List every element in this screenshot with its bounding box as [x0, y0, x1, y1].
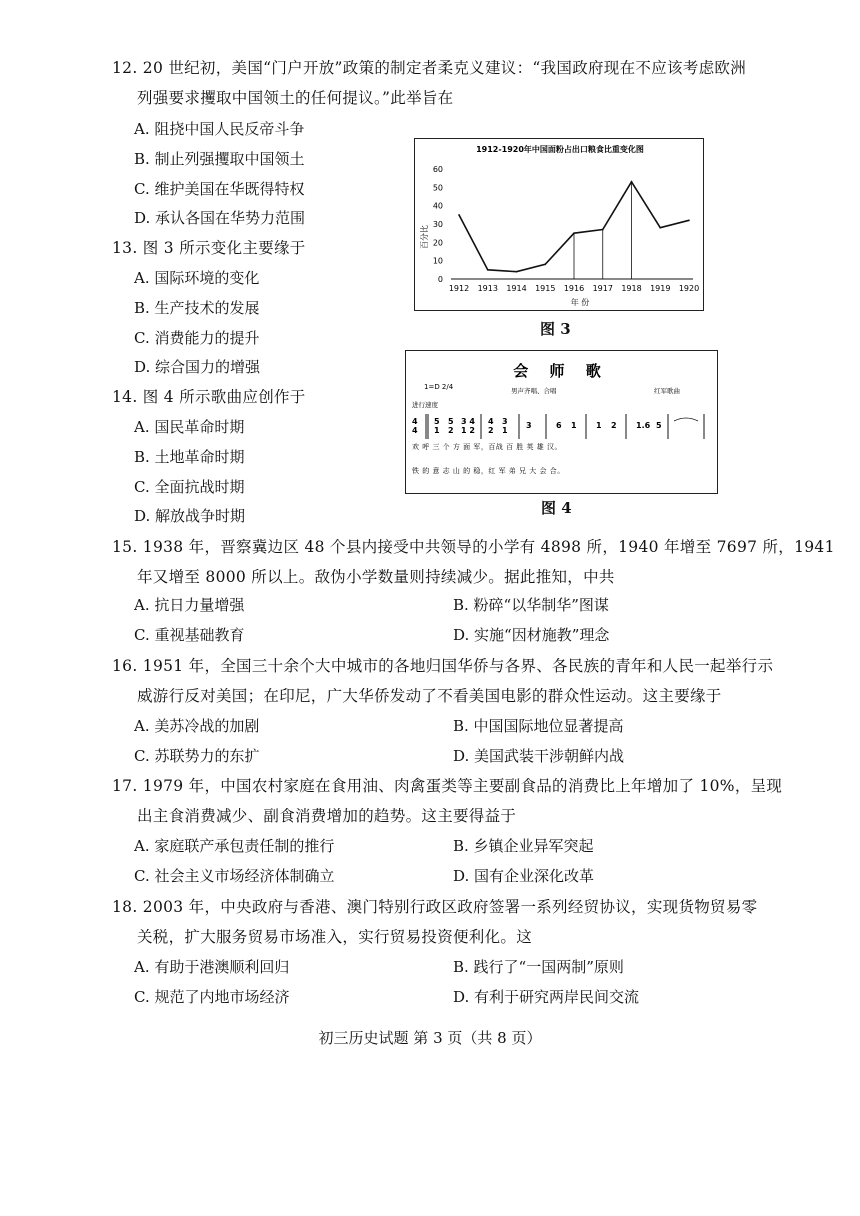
y-tick-label: 10	[432, 256, 443, 266]
svg-text:5: 5	[656, 421, 662, 430]
q14-option-a[interactable]: A. 国民革命时期	[134, 418, 245, 436]
q15-option-d[interactable]: D. 实施“因材施教”理念	[453, 626, 610, 644]
svg-text:1: 1	[502, 426, 508, 435]
chart-x-axis-label: 年 份	[570, 298, 590, 307]
q14-stem: 14. 图 4 所示歌曲应创作于	[112, 388, 306, 406]
q15-option-b[interactable]: B. 粉碎“以华制华”图谋	[453, 596, 609, 614]
data-point	[516, 271, 518, 273]
song-tempo: 进行速度	[412, 401, 438, 409]
q18-stem-line2: 关税，扩大服务贸易市场准入，实行贸易投资便利化。这	[137, 928, 533, 946]
y-tick-label: 40	[432, 201, 443, 211]
q17-option-c[interactable]: C. 社会主义市场经济体制确立	[134, 867, 335, 885]
x-tick-label: 1912	[448, 284, 470, 293]
q12-stem-line1: 12. 20 世纪初，美国“门户开放”政策的制定者柔克义建议：“我国政府现在不应该考虑欧洲	[112, 59, 747, 77]
svg-text:4: 4	[412, 417, 418, 426]
q16-stem-line2: 威游行反对美国；在印尼，广大华侨发动了不看美国电影的群众性运动。这主要缘于	[137, 687, 722, 705]
svg-text:5: 5	[434, 417, 440, 426]
q18-option-d[interactable]: D. 有利于研究两岸民间交流	[453, 988, 640, 1006]
svg-text:1: 1	[571, 421, 577, 430]
data-point	[659, 227, 661, 229]
data-point	[458, 214, 460, 216]
x-tick-label: 1918	[621, 284, 642, 293]
y-tick-label: 0	[437, 275, 443, 284]
q13-option-c[interactable]: C. 消费能力的提升	[134, 329, 260, 347]
svg-text:4: 4	[412, 426, 418, 435]
x-tick-label: 1920	[678, 284, 700, 293]
q18-option-b[interactable]: B. 践行了“一国两制”原则	[453, 958, 624, 976]
q17-option-a[interactable]: A. 家庭联产承包责任制的推行	[134, 837, 335, 855]
lyrics-line-1: 欢 呼 三 个 方 面 军，百战 百 胜 英 雄 汉。	[412, 443, 562, 451]
svg-text:1: 1	[434, 426, 440, 435]
svg-text:1: 1	[596, 421, 602, 430]
q12-stem-line2: 列强要求攫取中国领土的任何提议。”此举旨在	[137, 89, 454, 107]
q17-stem-line1: 17. 1979 年，中国农村家庭在食用油、肉禽蛋类等主要副食品的消费比上年增加了 10%，呈现	[112, 777, 783, 795]
q13-option-b[interactable]: B. 生产技术的发展	[134, 299, 260, 317]
svg-text:1 2: 1 2	[461, 426, 475, 435]
sheet-music-graphic	[406, 351, 716, 492]
chart-title: 1912-1920年中国面粉占出口粮食比重变化图	[476, 145, 644, 154]
q12-option-d[interactable]: D. 承认各国在华势力范围	[134, 209, 306, 227]
figure-4-sheet-music	[405, 350, 718, 494]
q12-option-c[interactable]: C. 维护美国在华既得特权	[134, 180, 305, 198]
y-tick-label: 30	[432, 220, 443, 229]
q14-option-c[interactable]: C. 全面抗战时期	[134, 478, 245, 496]
svg-text:5: 5	[448, 417, 454, 426]
q13-stem: 13. 图 3 所示变化主要缘于	[112, 239, 306, 257]
q15-option-a[interactable]: A. 抗日力量增强	[134, 596, 245, 614]
figure-3-chart-frame	[414, 138, 704, 311]
q13-option-a[interactable]: A. 国际环境的变化	[134, 269, 260, 287]
figure-4-caption: 图 4	[541, 499, 572, 517]
x-tick-label: 1914	[506, 284, 527, 293]
q16-option-b[interactable]: B. 中国国际地位显著提高	[453, 717, 624, 735]
svg-text:2: 2	[448, 426, 454, 435]
q15-stem-line2: 年又增至 8000 所以上。敌伪小学数量则持续减少。据此推知，中共	[137, 568, 615, 586]
svg-text:4: 4	[488, 417, 494, 426]
q17-stem-line2: 出主食消费减少、副食消费增加的趋势。这主要得益于	[137, 807, 517, 825]
q14-option-b[interactable]: B. 土地革命时期	[134, 448, 245, 466]
q15-stem-line1: 15. 1938 年，晋察冀边区 48 个县内接受中共领导的小学有 4898 所，1940 年增至 7697 所，1941	[112, 538, 835, 556]
chart-y-axis-label: 百分比	[420, 225, 429, 249]
y-tick-label: 20	[432, 238, 443, 248]
svg-text:2: 2	[611, 421, 617, 430]
q15-option-c[interactable]: C. 重视基础教育	[134, 626, 245, 644]
svg-text:2: 2	[488, 426, 494, 435]
q17-option-b[interactable]: B. 乡镇企业异军突起	[453, 837, 594, 855]
song-title: 会 师 歌	[513, 362, 609, 380]
figure-3-caption: 图 3	[540, 320, 571, 338]
svg-text:3: 3	[526, 421, 532, 430]
q12-option-a[interactable]: A. 阻挠中国人民反帝斗争	[134, 120, 305, 138]
q16-option-d[interactable]: D. 美国武装干涉朝鲜内战	[453, 747, 625, 765]
y-tick-label: 60	[432, 165, 443, 174]
q17-option-d[interactable]: D. 国有企业深化改革	[453, 867, 595, 885]
figure-3-line-chart	[415, 139, 702, 309]
q18-stem-line1: 18. 2003 年，中央政府与香港、澳门特别行政区政府签署一系列经贸协议，实现货物贸易零	[112, 898, 758, 916]
song-key: 1=D 2/4	[424, 383, 454, 391]
q18-option-c[interactable]: C. 规范了内地市场经济	[134, 988, 290, 1006]
svg-text:3: 3	[502, 417, 508, 426]
q18-option-a[interactable]: A. 有助于港澳顺利回归	[134, 958, 290, 976]
data-point	[688, 220, 690, 222]
data-point	[487, 269, 489, 271]
svg-text:1.6: 1.6	[636, 421, 651, 430]
y-tick-label: 50	[432, 183, 443, 193]
svg-text:6: 6	[556, 421, 562, 430]
x-tick-label: 1913	[477, 284, 498, 293]
x-tick-label: 1915	[535, 284, 556, 293]
q12-option-b[interactable]: B. 制止列强攫取中国领土	[134, 150, 305, 168]
q13-option-d[interactable]: D. 综合国力的增强	[134, 358, 261, 376]
x-tick-label: 1916	[563, 284, 585, 293]
x-tick-label: 1919	[650, 284, 671, 293]
data-point	[602, 229, 604, 231]
song-author: 红军歌曲	[654, 387, 680, 395]
song-voices: 男声齐唱、合唱	[511, 387, 557, 395]
x-tick-label: 1917	[592, 284, 613, 293]
q14-option-d[interactable]: D. 解放战争时期	[134, 507, 246, 525]
lyrics-line-2: 铁 的 意 志 山 的 稳，红 军 弟 兄 大 会 合。	[412, 467, 565, 475]
q16-stem-line1: 16. 1951 年，全国三十余个大中城市的各地归国华侨与各界、各民族的青年和人民一起举行示	[112, 657, 774, 675]
data-point	[573, 232, 575, 234]
jianpu-notation	[412, 417, 698, 435]
page-footer: 初三历史试题 第 3 页（共 8 页）	[318, 1029, 542, 1047]
data-point	[631, 181, 633, 183]
data-point	[544, 264, 546, 266]
q16-option-a[interactable]: A. 美苏冷战的加剧	[134, 717, 260, 735]
svg-text:3 4: 3 4	[461, 417, 475, 426]
q16-option-c[interactable]: C. 苏联势力的东扩	[134, 747, 260, 765]
